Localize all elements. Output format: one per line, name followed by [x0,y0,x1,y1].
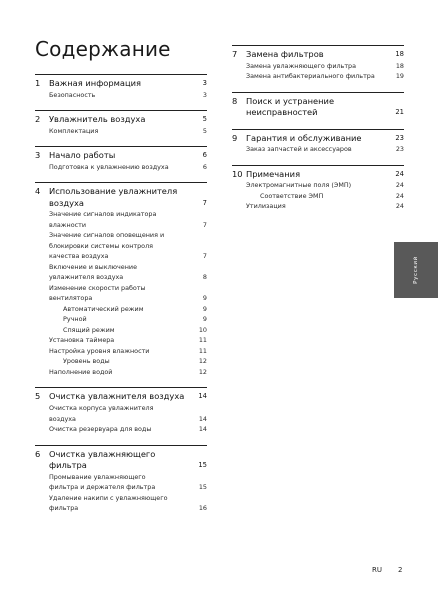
subentry-title: Наполнение водой [49,367,113,376]
toc-subentry[interactable] [232,71,404,82]
subentry-page: 14 [198,425,207,434]
chapter-number: 8 [232,95,238,106]
toc-subentry[interactable] [232,61,404,72]
toc-chapter-entry[interactable] [35,150,207,162]
subentry-page: 7 [202,220,207,229]
toc-subentry[interactable] [35,472,207,493]
toc-section [232,92,404,119]
chapter-page: 21 [395,108,404,117]
subentry-title: Очистка корпуса увлажнителя воздуха [49,404,154,423]
subentry-title: Очистка резервуара для воды [49,425,152,434]
subentry-title: Ручной [63,315,87,324]
subentry-page: 9 [202,304,207,313]
subentry-title: Промывание увлажняющего фильтра и держателя фильтра [49,472,156,492]
chapter-title: Очистка увлажняющего фильтра [49,448,156,471]
chapter-title: Гарантия и обслуживание [246,132,362,143]
chapter-page: 24 [395,169,404,178]
chapter-title: Важная информация [49,78,142,88]
chapter-title: Увлажнитель воздуха [49,114,146,125]
subentry-page: 12 [198,357,207,366]
toc-subentry[interactable] [35,424,207,435]
toc-section [35,74,207,100]
subentry-page: 11 [198,346,207,355]
subentry-page: 9 [202,315,207,324]
chapter-number: 4 [35,186,41,197]
subentry-page: 7 [202,252,207,261]
toc-subentry[interactable] [35,335,207,346]
toc-subentry[interactable] [232,180,404,191]
toc-chapter-entry[interactable] [35,391,207,403]
toc-subentry[interactable] [35,90,207,101]
subentry-title: Электромагнитные поля (ЭМП) [246,181,352,190]
toc-chapter-entry[interactable] [35,78,207,90]
toc-subentry[interactable] [35,493,207,514]
toc-chapter-entry[interactable] [35,114,207,126]
chapter-page: 23 [395,133,404,142]
chapter-number: 5 [35,391,41,402]
toc-subentry[interactable] [35,283,207,304]
subentry-title: Безопасность [49,90,96,99]
chapter-number: 10 [232,168,243,179]
toc-subentry[interactable] [232,201,404,212]
toc-chapter-entry[interactable] [232,133,404,145]
toc-chapter-entry[interactable] [232,49,404,61]
chapter-page: 14 [198,392,207,401]
subentry-title: Подготовка к увлажнению воздуха [49,162,169,171]
toc-subentry[interactable] [35,209,207,230]
language-tab-label: Русский [413,256,419,284]
chapter-title: Начало работы [49,150,116,161]
toc-subentry[interactable] [35,403,207,424]
subentry-title: Настройка уровня влажности [49,346,150,355]
subentry-title: Автоматический режим [63,304,144,313]
toc-subentry[interactable] [232,191,404,202]
subentry-page: 19 [395,72,404,81]
subentry-title: Замена увлажняющего фильтра [246,61,357,70]
chapter-page: 5 [202,115,207,124]
subentry-title: Комплектация [49,126,99,135]
footer-language: RU [372,566,382,574]
toc-subentry[interactable] [35,325,207,336]
toc-subentry[interactable] [232,144,404,155]
toc-chapter-entry[interactable] [35,449,207,472]
chapter-number: 2 [35,114,41,125]
subentry-title: Замена антибактериального фильтра [246,72,375,81]
toc-chapter-entry[interactable] [35,186,207,209]
toc-chapter-entry[interactable] [232,96,404,119]
toc-section [35,445,207,514]
chapter-number: 3 [35,150,41,161]
chapter-page: 18 [395,50,404,58]
subentry-title: Уровень воды [63,357,110,366]
toc-right-column [232,45,404,212]
subentry-page: 9 [202,294,207,303]
language-side-tab [394,242,438,298]
page-title: Содержание [35,37,171,61]
chapter-page: 3 [202,79,207,87]
toc-subentry[interactable] [35,367,207,378]
chapter-title: Замена фильтров [246,49,324,59]
toc-subentry[interactable] [35,304,207,315]
subentry-page: 3 [202,90,207,99]
subentry-title: Значение сигналов индикатора влажности [49,210,157,229]
chapter-title: Очистка увлажнителя воздуха [49,391,185,402]
chapter-number: 1 [35,78,41,88]
subentry-title: Соответствие ЭМП [260,191,324,200]
toc-section [232,45,404,82]
subentry-title: Заказ запчастей и аксессуаров [246,145,352,154]
subentry-title: Изменение скорости работы вентилятора [49,283,146,303]
toc-subentry[interactable] [35,356,207,367]
chapter-number: 9 [232,132,238,143]
subentry-page: 24 [395,202,404,211]
subentry-page: 8 [202,273,207,282]
toc-subentry[interactable] [35,162,207,173]
subentry-title: Спящий режим [63,325,115,334]
toc-subentry[interactable] [35,126,207,137]
subentry-title: Включение и выключение увлажнителя воздуха [49,262,138,282]
toc-subentry[interactable] [35,314,207,325]
subentry-page: 23 [395,145,404,154]
chapter-page: 7 [202,198,207,207]
subentry-page: 12 [198,367,207,376]
chapter-page: 6 [202,151,207,160]
subentry-title: Установка таймера [49,336,115,345]
subentry-page: 16 [198,504,207,513]
subentry-page: 14 [198,414,207,423]
toc-section [232,129,404,155]
subentry-page: 10 [198,325,207,334]
chapter-title: Поиск и устранение неисправностей [246,95,335,118]
subentry-page: 5 [202,126,207,135]
chapter-number: 6 [35,448,41,459]
chapter-title: Использование увлажнителя воздуха [49,186,178,208]
toc-chapter-entry[interactable] [232,169,404,181]
toc-subentry[interactable] [35,346,207,357]
toc-section [35,387,207,434]
subentry-page: 24 [395,181,404,190]
toc-subentry[interactable] [35,262,207,283]
subentry-page: 11 [198,336,207,345]
chapter-title: Примечания [246,168,301,179]
subentry-title: Значение сигналов оповещения и блокировки системы контроля качества воздуха [49,231,165,261]
chapter-page: 15 [198,461,207,470]
subentry-page: 18 [395,61,404,70]
subentry-title: Удаление накипи с увлажняющего фильтра [49,493,168,513]
subentry-title: Утилизация [246,202,286,211]
subentry-page: 15 [198,483,207,492]
toc-section [232,165,404,212]
subentry-page: 24 [395,191,404,200]
toc-subentry[interactable] [35,230,207,262]
toc-section [35,110,207,136]
toc-section [35,182,207,377]
toc-section [35,146,207,172]
subentry-page: 6 [202,162,207,171]
footer-page-number: 2 [398,566,403,574]
toc-left-column [35,74,207,514]
chapter-number: 7 [232,49,238,59]
